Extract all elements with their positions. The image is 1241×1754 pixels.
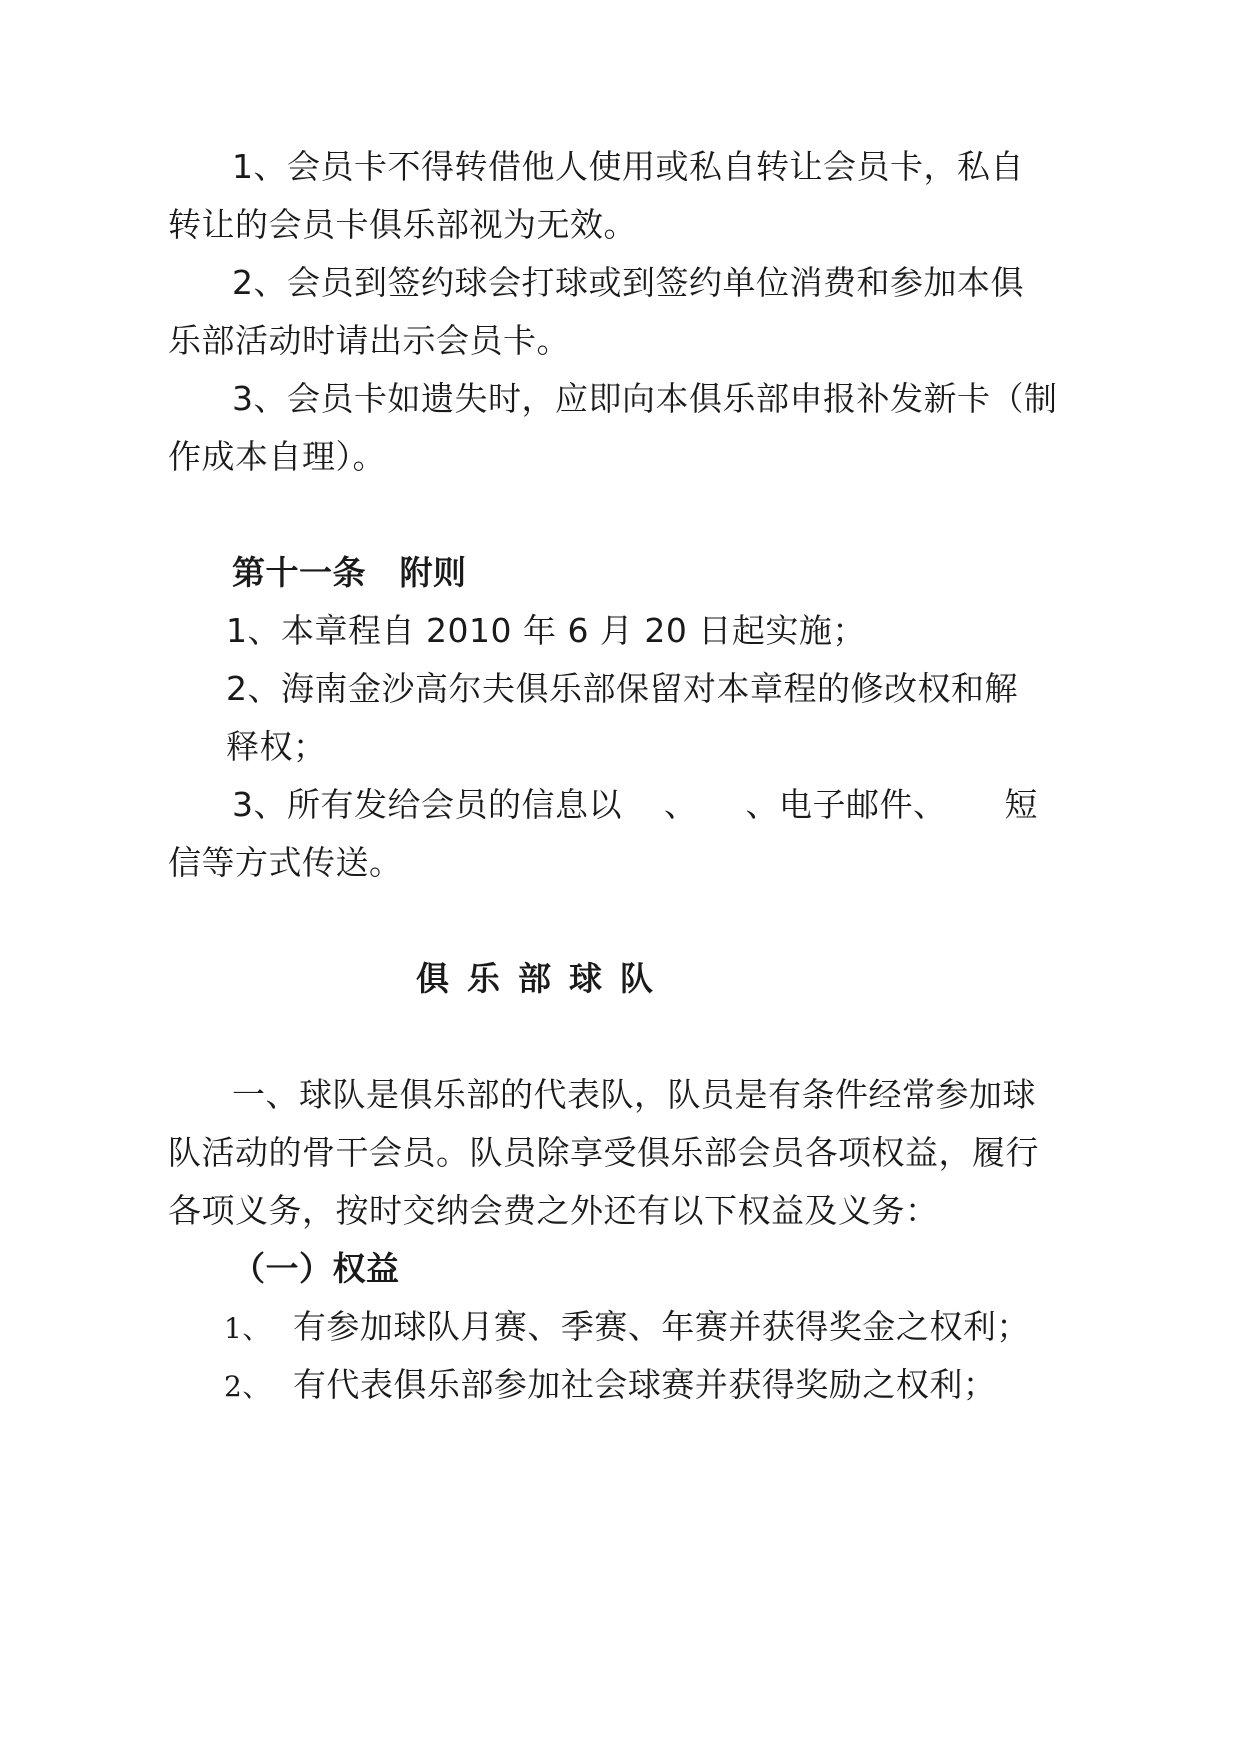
rights-item-2-text: 有代表俱乐部参加社会球赛并获得奖励之权利； xyxy=(292,1365,997,1404)
card-rule-1-line-2: 转让的会员卡俱乐部视为无效。 xyxy=(168,205,637,244)
rights-item-2-number: 2、 xyxy=(224,1370,271,1403)
article-11-item-3-part-1: 3、所有发给会员的信息以 xyxy=(232,785,622,824)
rights-heading: （一）权益 xyxy=(232,1249,400,1288)
article-11-item-3-part-3: 、电子邮件、 xyxy=(745,785,947,824)
article-11-item-3-part-4: 短 xyxy=(1004,785,1038,824)
club-team-para-line-2: 队活动的骨干会员。队员除享受俱乐部会员各项权益，履行 xyxy=(168,1133,1039,1172)
rights-item-2 xyxy=(224,1365,996,1407)
rights-item-1 xyxy=(224,1307,1030,1349)
article-11-item-1: 1、本章程自 2010 年 6 月 20 日起实施； xyxy=(226,611,866,650)
card-rule-2-line-1: 2、会员到签约球会打球或到签约单位消费和参加本俱 xyxy=(232,263,1024,302)
card-rule-2-line-2: 乐部活动时请出示会员卡。 xyxy=(168,321,570,360)
rights-item-1-number: 1、 xyxy=(224,1312,271,1345)
card-rule-3-line-1: 3、会员卡如遗失时，应即向本俱乐部申报补发新卡（制 xyxy=(232,379,1058,418)
card-rule-3-line-2: 作成本自理）。 xyxy=(168,437,386,476)
article-11-item-2-line-2: 释权； xyxy=(226,727,327,766)
club-team-para-line-3: 各项义务，按时交纳会费之外还有以下权益及义务： xyxy=(168,1191,939,1230)
club-team-title: 俱乐部球队 xyxy=(416,959,671,998)
card-rule-1-line-1: 1、会员卡不得转借他人使用或私自转让会员卡，私自 xyxy=(232,147,1024,186)
article-11-item-2-line-1: 2、海南金沙高尔夫俱乐部保留对本章程的修改权和解 xyxy=(226,669,1018,708)
club-team-para-line-1: 一、球队是俱乐部的代表队，队员是有条件经常参加球 xyxy=(232,1075,1036,1114)
article-11-item-3-part-2: 、 xyxy=(664,785,698,824)
rights-item-1-text: 有参加球队月赛、季赛、年赛并获得奖金之权利； xyxy=(292,1307,1030,1346)
article-11-item-3-line-2: 信等方式传送。 xyxy=(168,843,403,882)
article-11-item-3-line-1 xyxy=(232,785,1038,825)
article-11-heading: 第十一条 附则 xyxy=(232,553,467,592)
